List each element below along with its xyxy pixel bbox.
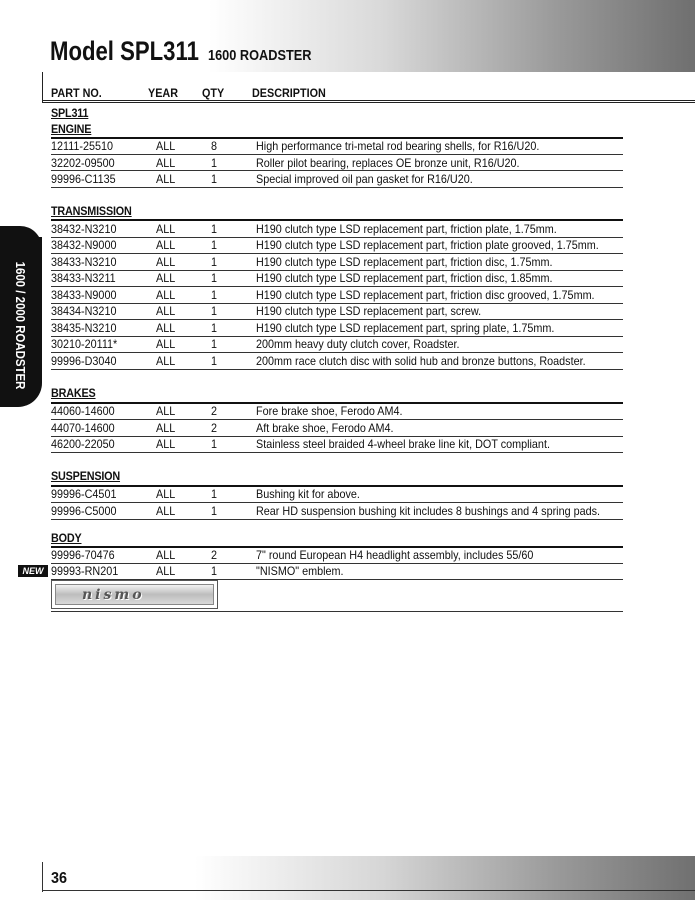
description: "NISMO" emblem. [256, 564, 344, 578]
year: ALL [156, 321, 176, 335]
year: ALL [156, 222, 176, 236]
header-rule-double [42, 102, 695, 103]
table-row [51, 547, 623, 564]
description: 200mm heavy duty clutch cover, Roadster. [256, 337, 460, 351]
quantity: 1 [211, 504, 218, 518]
table-row [51, 254, 623, 271]
table-row [51, 436, 623, 453]
quantity: 1 [211, 271, 218, 285]
part-number: 38432-N9000 [51, 238, 117, 252]
nismo-emblem-image [51, 580, 218, 609]
description: Bushing kit for above. [256, 487, 360, 501]
section-transmission-title: TRANSMISSION [51, 204, 132, 218]
year: ALL [156, 354, 176, 368]
year: ALL [156, 437, 176, 451]
table-row [51, 171, 623, 188]
part-number: 30210-20111* [51, 337, 118, 351]
row-rule [51, 369, 623, 370]
model-title: Model SPL311 [50, 36, 199, 66]
description: H190 clutch type LSD replacement part, friction plate, 1.75mm. [256, 222, 557, 236]
description: 200mm race clutch disc with solid hub and bronze buttons, Roadster. [256, 354, 586, 368]
table-row [51, 303, 623, 320]
quantity: 1 [211, 337, 218, 351]
year: ALL [156, 504, 176, 518]
description: H190 clutch type LSD replacement part, friction disc grooved, 1.75mm. [256, 288, 595, 302]
description: Aft brake shoe, Ferodo AM4. [256, 421, 394, 435]
table-row [51, 420, 623, 437]
header-divider-vertical [42, 72, 43, 102]
year: ALL [156, 564, 176, 578]
part-number: 99996-70476 [51, 548, 115, 562]
year: ALL [156, 288, 176, 302]
year: ALL [156, 337, 176, 351]
description: High performance tri-metal rod bearing shells, for R16/U20. [256, 139, 540, 153]
nismo-logo [55, 584, 214, 605]
header-rule [42, 100, 695, 101]
quantity: 8 [211, 139, 218, 153]
quantity: 1 [211, 288, 218, 302]
description: H190 clutch type LSD replacement part, screw. [256, 304, 482, 318]
year: ALL [156, 139, 176, 153]
table-row [51, 270, 623, 287]
part-number: 38433-N3210 [51, 255, 117, 269]
year: ALL [156, 255, 176, 269]
quantity: 2 [211, 421, 218, 435]
table-row [51, 503, 623, 520]
table-row [51, 138, 623, 155]
table-row [51, 320, 623, 337]
description: Stainless steel braided 4-wheel brake line kit, DOT compliant. [256, 437, 550, 451]
nismo-logo-text: nismo [82, 586, 145, 603]
row-rule [51, 611, 623, 612]
quantity: 1 [211, 238, 218, 252]
part-number: 44060-14600 [51, 404, 115, 418]
part-number: 12111-25510 [51, 139, 114, 153]
table-row [51, 287, 623, 304]
part-number: 38433-N3211 [51, 271, 116, 285]
side-tab-label [1, 250, 41, 400]
year: ALL [156, 156, 176, 170]
description: H190 clutch type LSD replacement part, friction disc, 1.75mm. [256, 255, 553, 269]
description: H190 clutch type LSD replacement part, friction plate grooved, 1.75mm. [256, 238, 599, 252]
quantity: 1 [211, 222, 218, 236]
part-number: 38433-N9000 [51, 288, 117, 302]
part-number: 46200-22050 [51, 437, 115, 451]
description: 7" round European H4 headlight assembly, includes 55/60 [256, 548, 534, 562]
year: ALL [156, 304, 176, 318]
part-number: 99993-RN201 [51, 564, 119, 578]
col-header-year: YEAR [148, 86, 179, 100]
quantity: 1 [211, 487, 218, 501]
table-row [51, 336, 623, 353]
description: Special improved oil pan gasket for R16/U20. [256, 172, 473, 186]
year: ALL [156, 548, 176, 562]
model-code-heading: SPL311 [51, 106, 89, 120]
description: Fore brake shoe, Ferodo AM4. [256, 404, 403, 418]
footer-band [0, 856, 695, 900]
new-badge: NEW [18, 565, 48, 577]
table-row [51, 237, 623, 254]
section-brakes-title: BRAKES [51, 386, 96, 400]
quantity: 1 [211, 156, 218, 170]
quantity: 1 [211, 564, 218, 578]
table-row [51, 221, 623, 238]
col-header-qty: QTY [202, 86, 225, 100]
part-number: 38432-N3210 [51, 222, 117, 236]
year: ALL [156, 421, 176, 435]
year: ALL [156, 172, 176, 186]
year: ALL [156, 487, 176, 501]
row-rule [51, 187, 623, 188]
year: ALL [156, 271, 176, 285]
quantity: 1 [211, 354, 218, 368]
description: Rear HD suspension bushing kit includes 8 bushings and 4 spring pads. [256, 504, 601, 518]
row-rule [51, 519, 623, 520]
row-rule [51, 452, 623, 453]
section-suspension-title: SUSPENSION [51, 469, 121, 483]
section-engine-title: ENGINE [51, 122, 92, 136]
year: ALL [156, 238, 176, 252]
side-tab-text: 1600 / 2000 ROADSTER [13, 261, 29, 389]
page-number: 36 [51, 870, 68, 887]
table-row [51, 353, 623, 370]
model-subtitle: 1600 ROADSTER [207, 47, 312, 64]
part-number: 99996-C5000 [51, 504, 117, 518]
table-row [51, 486, 623, 503]
quantity: 1 [211, 304, 218, 318]
quantity: 2 [211, 404, 218, 418]
quantity: 1 [211, 172, 218, 186]
part-number: 38435-N3210 [51, 321, 117, 335]
quantity: 1 [211, 255, 218, 269]
footer-rule [42, 890, 695, 891]
quantity: 1 [211, 321, 218, 335]
quantity: 1 [211, 437, 218, 451]
description: Roller pilot bearing, replaces OE bronze unit, R16/U20. [256, 156, 520, 170]
section-body-title: BODY [51, 531, 82, 545]
part-number: 38434-N3210 [51, 304, 117, 318]
description: H190 clutch type LSD replacement part, friction disc, 1.85mm. [256, 271, 553, 285]
col-header-description: DESCRIPTION [252, 86, 326, 100]
table-row [51, 563, 623, 580]
part-number: 99996-C1135 [51, 172, 116, 186]
part-number: 99996-D3040 [51, 354, 117, 368]
footer-divider-vertical [42, 862, 43, 892]
year: ALL [156, 404, 176, 418]
part-number: 32202-09500 [51, 156, 115, 170]
description: H190 clutch type LSD replacement part, spring plate, 1.75mm. [256, 321, 555, 335]
page-title [50, 36, 329, 66]
quantity: 2 [211, 548, 218, 562]
col-header-part: PART NO. [51, 86, 102, 100]
part-number: 99996-C4501 [51, 487, 117, 501]
table-row [51, 403, 623, 420]
part-number: 44070-14600 [51, 421, 115, 435]
